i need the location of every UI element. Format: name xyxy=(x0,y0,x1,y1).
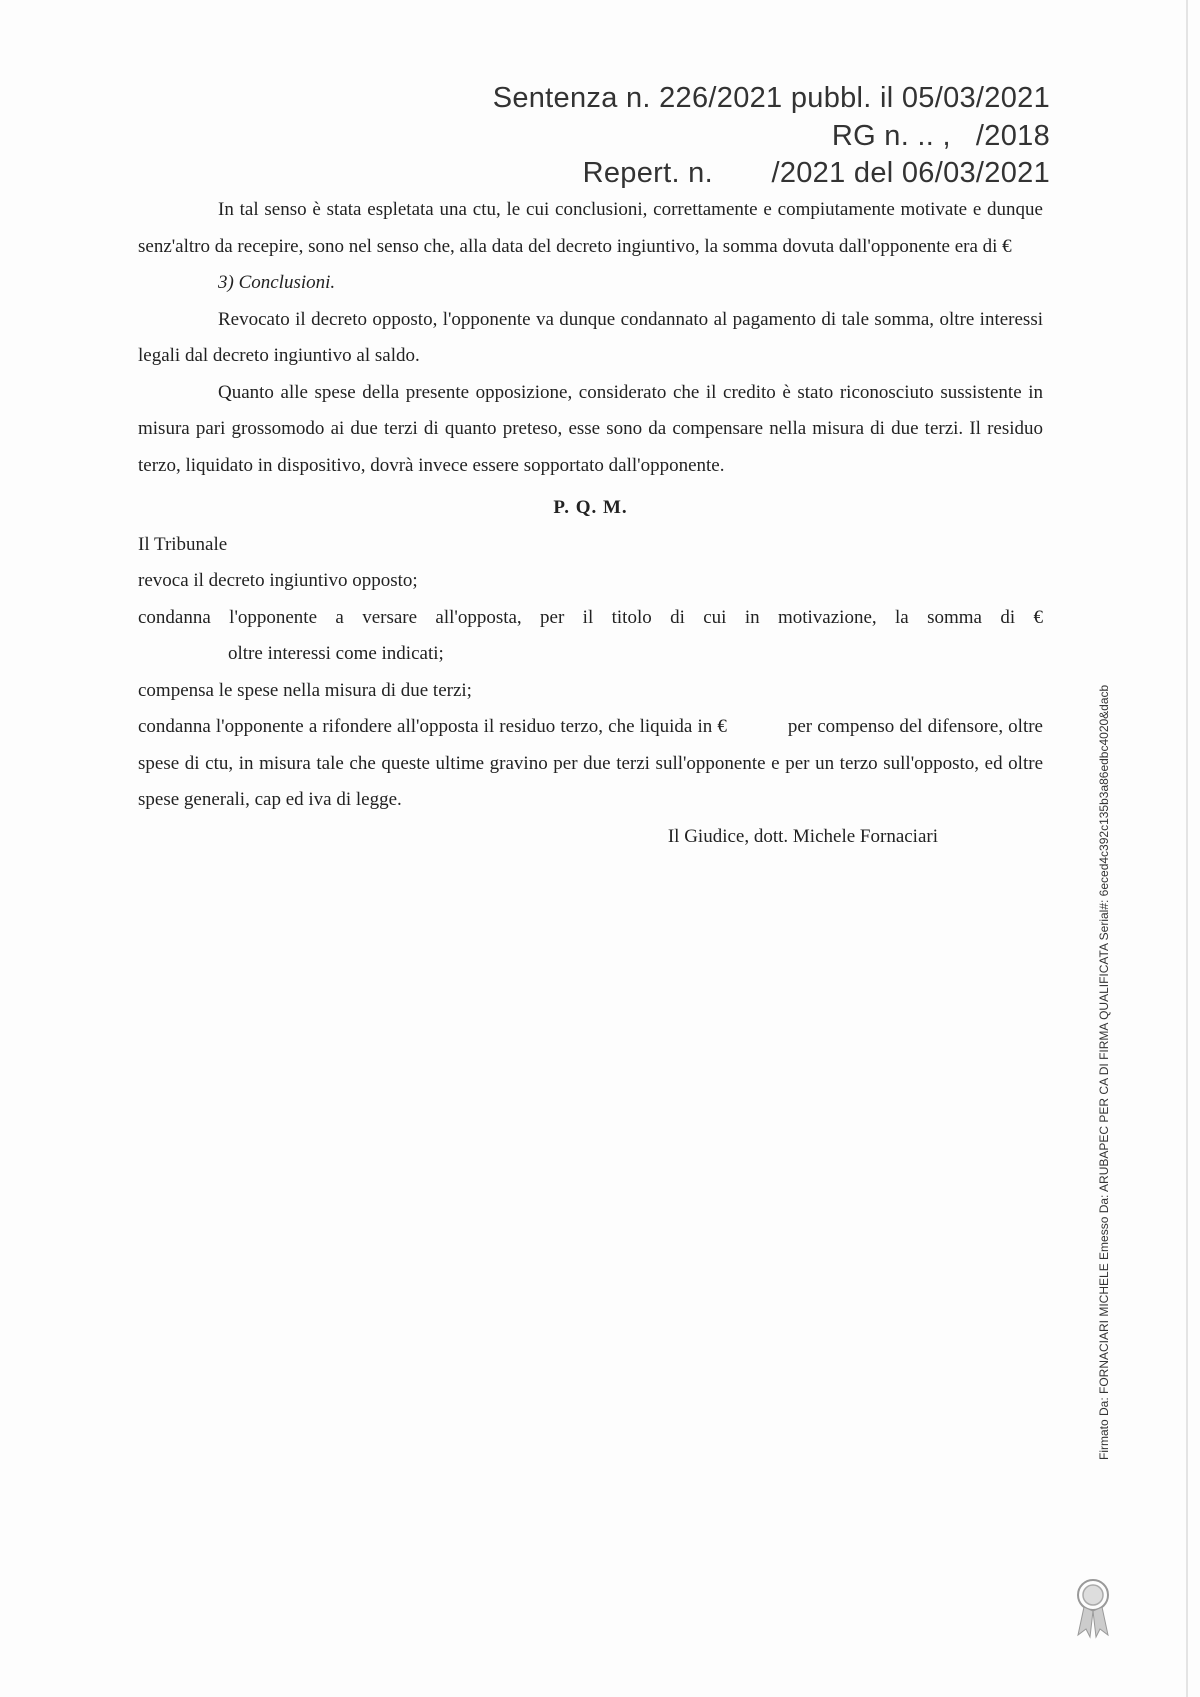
ctu-paragraph: In tal senso è stata espletata una ctu, le cui conclusioni, correttamente e compiutamente motivate e dunque senz'altro da recepire, sono nel senso che, alla data del decreto ingiuntivo, la somma dovuta dall'opponente era di € xyxy=(138,199,1043,257)
spese-paragraph: Quanto alle spese della presente opposizione, considerato che il credito è stato riconosciuto sussistente in misura pari grossomodo ai due terzi di quanto preteso, esse sono da compensare nella misura di due terzi. Il residuo terzo, liquidato in dispositivo, dovrà invece essere sopportato dall'opponente. xyxy=(138,381,1043,476)
interessi-clause: oltre interessi come indicati; xyxy=(228,643,444,664)
revoca-clause: revoca il decreto ingiuntivo opposto; xyxy=(138,570,418,591)
digital-signature-sidebar: Firmato Da: FORNACIARI MICHELE Emesso Da: ARUBAPEC PER CA DI FIRMA QUALIFICATA Serial#: 6eced4c392c135b3a86edbc4020&dacb xyxy=(1097,684,1111,1460)
scan-edge-line xyxy=(1186,0,1188,1697)
condanna-rifondere-clause: condanna l'opponente a rifondere all'opposta il residuo terzo, che liquida in € per compenso del difensore, oltre spese di ctu, in misura tale che queste ultime gravino per due terzi sull'opponente e per un terzo sull'opposto, ed oltre spese generali, cap ed iva di legge. xyxy=(138,716,1048,810)
judge-signature: Il Giudice, dott. Michele Fornaciari xyxy=(667,825,938,847)
rg-number-header: RG n. .. , /2018 xyxy=(831,120,1050,152)
section-conclusioni-heading: 3) Conclusioni. xyxy=(218,272,336,293)
revocato-paragraph: Revocato il decreto opposto, l'opponente va dunque condannato al pagamento di tale somma, oltre interessi legali dal decreto ingiuntivo al saldo. xyxy=(138,308,1043,366)
repertorio-header: Repert. n. /2021 del 06/03/2021 xyxy=(582,157,1050,189)
pqm-heading: P. Q. M. xyxy=(553,497,628,518)
seal-icon xyxy=(1070,1575,1116,1641)
sentenza-header: Sentenza n. 226/2021 pubbl. il 05/03/2021 xyxy=(492,82,1050,114)
compensa-clause: compensa le spese nella misura di due terzi; xyxy=(138,679,472,701)
tribunale-label: Il Tribunale xyxy=(138,533,228,555)
condanna-somma-clause: condanna l'opponente a versare all'opposta, per il titolo di cui in motivazione, la somma di € xyxy=(138,606,1043,628)
judgment-body xyxy=(138,192,1048,855)
